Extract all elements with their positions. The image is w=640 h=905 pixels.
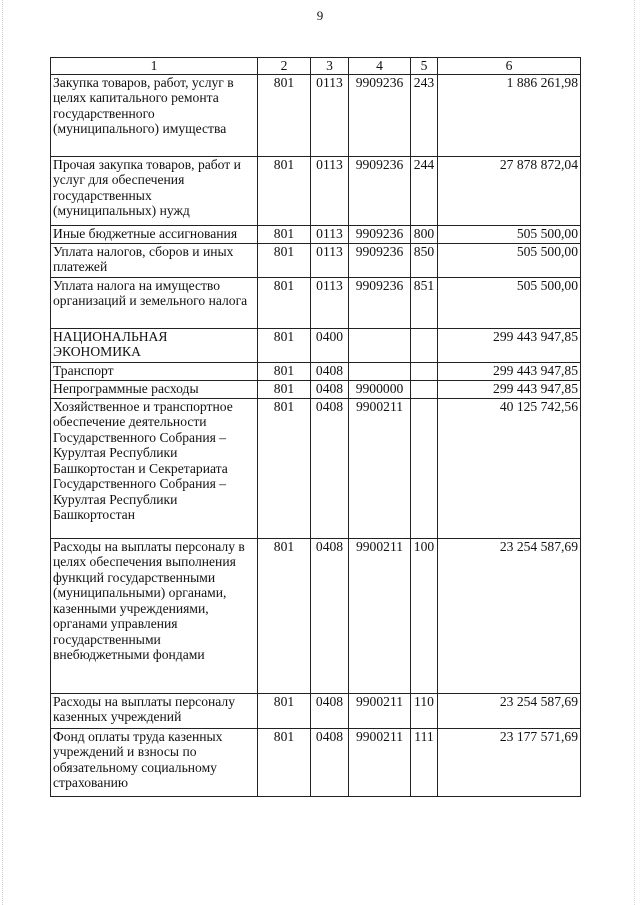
row-target-code: 9909236 (349, 225, 411, 243)
table-row (51, 538, 581, 693)
row-name: Уплата налогов, сборов и иных платежей (51, 243, 258, 277)
row-amount: 299 443 947,85 (438, 362, 581, 380)
row-section-code: 0408 (311, 693, 349, 728)
header-row (51, 58, 581, 75)
table-row (51, 728, 581, 796)
table-row (51, 380, 581, 398)
row-target-code: 9900000 (349, 380, 411, 398)
row-name: Закупка товаров, работ, услуг в целях капитального ремонта государственного (муниципального) имущества (51, 74, 258, 156)
row-expense-type: 800 (411, 225, 438, 243)
row-section-code: 0408 (311, 362, 349, 380)
row-amount: 505 500,00 (438, 225, 581, 243)
row-section-code: 0408 (311, 398, 349, 538)
row-ministry-code: 801 (258, 728, 311, 796)
table-row (51, 243, 581, 277)
row-ministry-code: 801 (258, 225, 311, 243)
row-name: Фонд оплаты труда казенных учреждений и взносы по обязательному социальному страхованию (51, 728, 258, 796)
row-ministry-code: 801 (258, 362, 311, 380)
table-row (51, 328, 581, 362)
row-ministry-code: 801 (258, 538, 311, 693)
row-target-code: 9900211 (349, 728, 411, 796)
row-amount: 40 125 742,56 (438, 398, 581, 538)
row-amount: 23 254 587,69 (438, 538, 581, 693)
row-name: Хозяйственное и транспортное обеспечение деятельности Государственного Собрания – Курултая Республики Башкортостан и Секретариата Государственного Собрания – Курултая Республики Башкортостан (51, 398, 258, 538)
row-expense-type (411, 328, 438, 362)
header-vr: 5 (411, 58, 438, 75)
row-amount: 27 878 872,04 (438, 156, 581, 225)
row-ministry-code: 801 (258, 243, 311, 277)
row-target-code: 9909236 (349, 277, 411, 328)
row-expense-type (411, 380, 438, 398)
row-name: Уплата налога на имущество организаций и земельного налога (51, 277, 258, 328)
row-amount: 1 886 261,98 (438, 74, 581, 156)
table-row (51, 693, 581, 728)
row-name: Иные бюджетные ассигнования (51, 225, 258, 243)
row-expense-type: 111 (411, 728, 438, 796)
budget-table (50, 57, 581, 797)
row-expense-type: 850 (411, 243, 438, 277)
row-target-code (349, 328, 411, 362)
row-name: Транспорт (51, 362, 258, 380)
row-ministry-code: 801 (258, 693, 311, 728)
row-target-code: 9909236 (349, 74, 411, 156)
table-row (51, 74, 581, 156)
header-ministry: 2 (258, 58, 311, 75)
row-amount: 23 254 587,69 (438, 693, 581, 728)
table-row (51, 156, 581, 225)
row-name: Непрограммные расходы (51, 380, 258, 398)
header-name: 1 (51, 58, 258, 75)
page-number: 9 (316, 8, 324, 23)
row-section-code: 0113 (311, 156, 349, 225)
row-section-code: 0408 (311, 538, 349, 693)
row-expense-type: 243 (411, 74, 438, 156)
row-section-code: 0113 (311, 277, 349, 328)
row-expense-type: 100 (411, 538, 438, 693)
row-amount: 505 500,00 (438, 243, 581, 277)
row-target-code: 9909236 (349, 156, 411, 225)
row-target-code: 9900211 (349, 538, 411, 693)
row-amount: 23 177 571,69 (438, 728, 581, 796)
row-ministry-code: 801 (258, 380, 311, 398)
row-target-code (349, 362, 411, 380)
scan-edge-right (634, 0, 636, 905)
row-section-code: 0113 (311, 225, 349, 243)
row-name: Прочая закупка товаров, работ и услуг для обеспечения государственных (муниципальных) нужд (51, 156, 258, 225)
row-section-code: 0400 (311, 328, 349, 362)
row-ministry-code: 801 (258, 74, 311, 156)
row-expense-type: 851 (411, 277, 438, 328)
table-row (51, 277, 581, 328)
row-target-code: 9900211 (349, 693, 411, 728)
scan-edge-left (2, 0, 4, 905)
row-amount: 505 500,00 (438, 277, 581, 328)
row-name: Расходы на выплаты персоналу казенных учреждений (51, 693, 258, 728)
row-target-code: 9900211 (349, 398, 411, 538)
row-section-code: 0408 (311, 728, 349, 796)
row-ministry-code: 801 (258, 156, 311, 225)
row-ministry-code: 801 (258, 398, 311, 538)
row-expense-type: 110 (411, 693, 438, 728)
row-amount: 299 443 947,85 (438, 380, 581, 398)
row-target-code: 9909236 (349, 243, 411, 277)
row-expense-type (411, 398, 438, 538)
row-section-code: 0113 (311, 74, 349, 156)
table-row (51, 398, 581, 538)
row-expense-type (411, 362, 438, 380)
row-name: Расходы на выплаты персоналу в целях обеспечения выполнения функций государственными (муниципальными) органами, казенными учреждениями, органами управления государственными внебюджетными фондами (51, 538, 258, 693)
row-expense-type: 244 (411, 156, 438, 225)
row-amount: 299 443 947,85 (438, 328, 581, 362)
header-section: 3 (311, 58, 349, 75)
row-ministry-code: 801 (258, 277, 311, 328)
row-section-code: 0113 (311, 243, 349, 277)
row-name: НАЦИОНАЛЬНАЯ ЭКОНОМИКА (51, 328, 258, 362)
header-sum: 6 (438, 58, 581, 75)
table-row (51, 362, 581, 380)
table-row (51, 225, 581, 243)
row-section-code: 0408 (311, 380, 349, 398)
header-target: 4 (349, 58, 411, 75)
row-ministry-code: 801 (258, 328, 311, 362)
